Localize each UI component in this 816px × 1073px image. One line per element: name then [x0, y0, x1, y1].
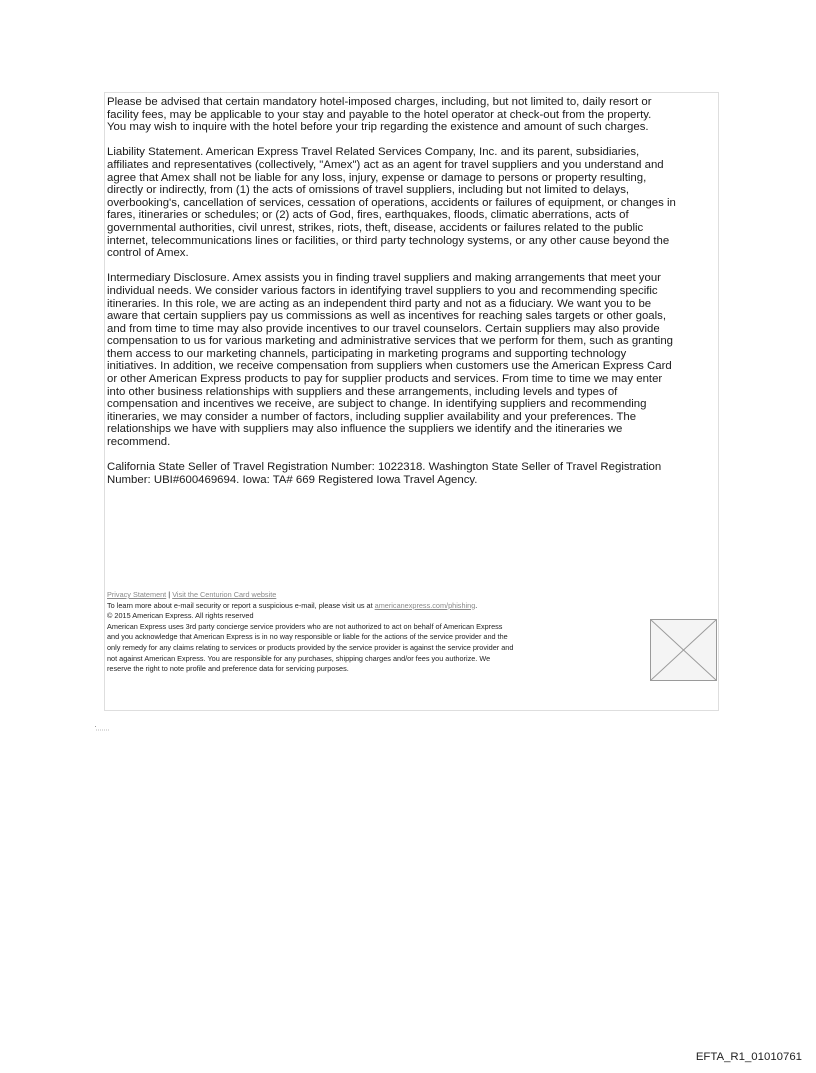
security-notice-text: To learn more about e-mail security or report a suspicious e-mail, please visit us at [107, 600, 375, 610]
text-line: itineraries, we may consider a number of factors, including supplier availability and your preferences. The [107, 410, 637, 423]
text-line: relationships we have with suppliers may also influence the suppliers we identify and the itineraries we [107, 423, 623, 436]
text-line: them access to our marketing channels, participating in marketing programs and supporting technology [107, 347, 627, 360]
text-line: governmental authorities, civil unrest, strikes, riots, theft, disease, accidents or failures related to the public [107, 221, 644, 234]
disclaimer [107, 622, 647, 675]
disclaimer-line: only remedy for any claims relating to services or products provided by the service provider is against the service provider and [107, 642, 514, 652]
text-line: Liability Statement. American Express Travel Related Services Company, Inc. and its parent, subsidiaries, [107, 146, 640, 159]
registration-paragraph [107, 461, 717, 486]
phishing-link[interactable]: americanexpress.com/phishing [374, 600, 476, 610]
text-line: You may wish to inquire with the hotel before your trip regarding the existence and amount of such charges. [107, 121, 649, 134]
link-separator: | [168, 590, 171, 599]
text-line: recommend. [107, 436, 171, 449]
text-line: fares, itineraries or schedules; or (2) acts of God, fires, earthquakes, floods, climatic aberrations, acts of [107, 209, 629, 222]
text-line: individual needs. We consider various factors in identifying travel suppliers to you and recommending specific [107, 284, 658, 297]
text-line: California State Seller of Travel Registration Number: 1022318. Washington State Seller of Travel Registration [107, 461, 662, 474]
text-line: compensation and incentives we receive, are subject to change. In identifying suppliers and recommending [107, 398, 647, 411]
text-line: itineraries. In this role, we are acting as an independent third party and not as a fiduciary. We want you to be [107, 297, 652, 310]
hotel-charges-paragraph [107, 96, 717, 134]
text-line: aware that certain suppliers pay us commissions as well as incentives for reaching sales targets or other goals, [107, 310, 667, 323]
intermediary-disclosure-paragraph [107, 272, 717, 448]
broken-image-placeholder [650, 619, 717, 681]
email-footer [107, 590, 647, 675]
text-line: Intermediary Disclosure. Amex assists you in finding travel suppliers and making arrangements that meet your [107, 272, 661, 285]
text-line: internet, telecommunications lines or facilities, or third party technology systems, or any other cause beyond the [107, 234, 670, 247]
footer-links [107, 590, 647, 601]
text-line: Please be advised that certain mandatory hotel-imposed charges, including, but not limited to, daily resort or [107, 96, 652, 108]
email-body [107, 96, 717, 499]
security-notice-period: . [475, 600, 478, 610]
text-line: affiliates and representatives (collectively, "Amex") act as an agent for travel suppliers and you understand and [107, 158, 664, 171]
text-line: and from time to time may also provide incentives to our travel counselors. Certain suppliers may also provide [107, 322, 660, 335]
text-line: facility fees, may be applicable to your stay and payable to the hotel operator at check-out from the property. [107, 108, 652, 121]
broken-image-icon [651, 620, 716, 680]
copyright: © 2015 American Express. All rights reserved [107, 611, 254, 621]
text-line: compensation to us for various marketing and administrative services that we perform for them, such as granting [107, 335, 673, 348]
centurion-card-link[interactable]: Visit the Centurion Card website [172, 590, 277, 599]
text-line: Number: UBI#600469694. Iowa: TA# 669 Registered Iowa Travel Agency. [107, 473, 478, 486]
text-line: or other American Express products to pay for supplier products and services. From time to time we may enter [107, 373, 663, 386]
liability-statement-paragraph [107, 146, 717, 259]
disclaimer-line: reserve the right to note profile and preference data for servicing purposes. [107, 664, 349, 674]
text-line: control of Amex. [107, 247, 189, 260]
text-line: into other business relationships with suppliers and these arrangements, including levels and types of [107, 385, 618, 398]
text-line: overbooking's, cancellation of services, cessation of operations, accidents or failures of equipment, or changes in [107, 196, 676, 209]
disclaimer-line: and you acknowledge that American Express is in no way responsible or liable for the actions of the service provider and the [107, 632, 508, 642]
disclaimer-line: American Express uses 3rd party concierge service providers who are not authorized to act on behalf of American Express [107, 621, 503, 631]
security-notice [107, 601, 647, 612]
text-line: directly or indirectly, from (1) the acts of omissions of travel suppliers, including but not limited to delays, [107, 184, 630, 197]
disclaimer-line: not against American Express. You are responsible for any purchases, shipping charges and/or fees you authorize. We [107, 653, 491, 663]
privacy-statement-link[interactable]: Privacy Statement [107, 590, 167, 599]
text-line: agree that Amex shall not be liable for any loss, injury, expense or damage to persons or property resulting, [107, 171, 647, 184]
tiny-mark-icon [95, 726, 110, 732]
bates-number: EFTA_R1_01010761 [695, 1051, 802, 1063]
text-line: initiatives. In addition, we receive compensation from suppliers when customers use the American Express Card [107, 360, 672, 373]
